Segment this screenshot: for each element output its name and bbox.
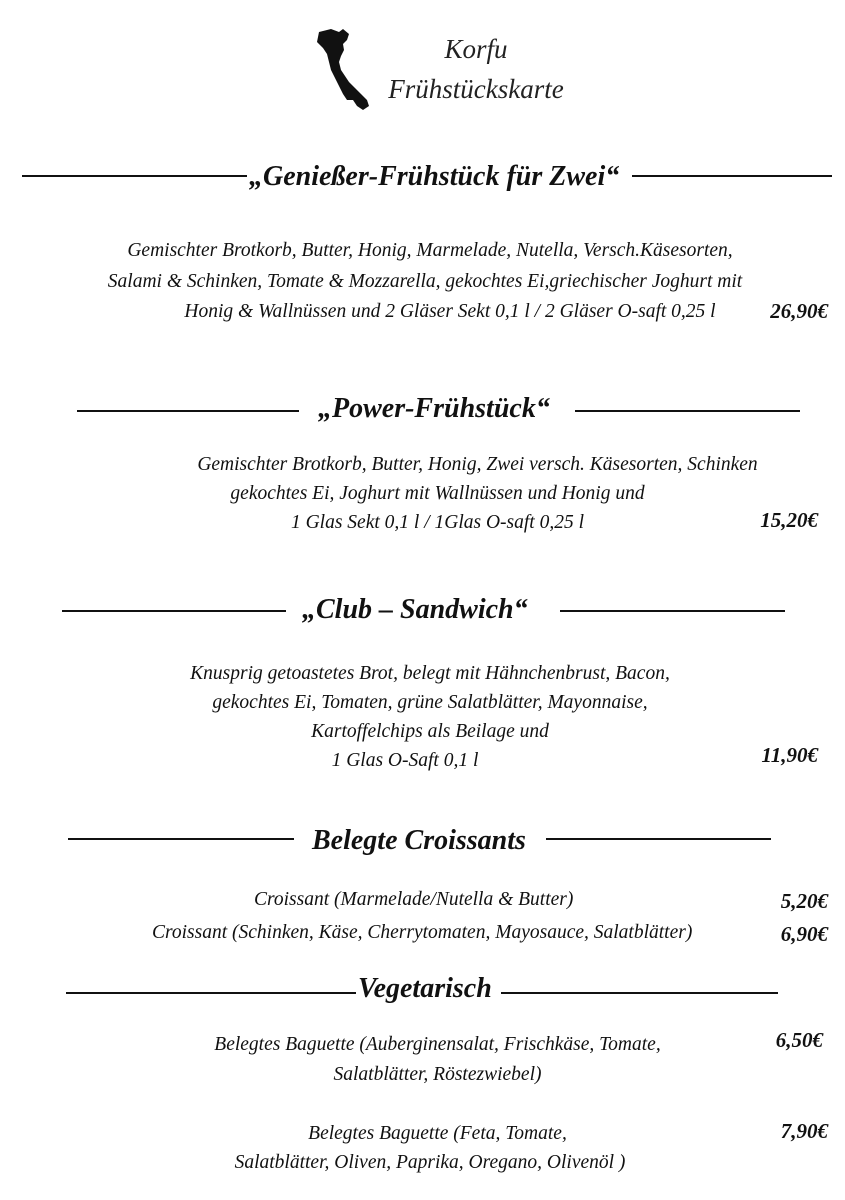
price: 6,90€	[780, 922, 828, 946]
section-title-club-sandwich: „Club – Sandwich“	[302, 594, 528, 625]
divider-line	[62, 610, 286, 612]
menu-description: Gemischter Brotkorb, Butter, Honig, Zwei versch. Käsesorten, Schinken	[197, 454, 758, 475]
menu-item-text: Croissant (Schinken, Käse, Cherrytomaten, Mayosauce, Salatblätter)	[152, 922, 693, 943]
price: 26,90€	[770, 299, 828, 323]
menu-description: gekochtes Ei, Joghurt mit Wallnüssen und Honig und	[230, 483, 645, 504]
menu-description: Gemischter Brotkorb, Butter, Honig, Marmelade, Nutella, Versch.Käsesorten,	[127, 240, 733, 261]
menu-description: 1 Glas O-Saft 0,1 l	[331, 750, 479, 771]
menu-item-text: Salatblätter, Oliven, Paprika, Oregano, Olivenöl )	[234, 1152, 626, 1173]
divider-line	[22, 175, 247, 177]
divider-line	[66, 992, 356, 994]
divider-line	[632, 175, 832, 177]
menu-item-text: Belegtes Baguette (Auberginensalat, Frischkäse, Tomate,	[214, 1034, 661, 1055]
menu-item-text: Salatblätter, Röstezwiebel)	[333, 1064, 542, 1085]
header-title-line1: Korfu	[444, 34, 508, 64]
corfu-island-logo	[313, 26, 373, 112]
divider-line	[77, 410, 299, 412]
menu-description: Salami & Schinken, Tomate & Mozzarella, gekochtes Ei,griechischer Joghurt mit	[107, 271, 743, 292]
section-title-power: „Power-Frühstück“	[318, 393, 550, 424]
menu-description: Honig & Wallnüssen und 2 Gläser Sekt 0,1 l / 2 Gläser O-saft 0,25 l	[184, 301, 716, 322]
price: 5,20€	[780, 889, 828, 913]
divider-line	[546, 838, 771, 840]
price: 7,90€	[780, 1119, 828, 1143]
menu-item-text: Croissant (Marmelade/Nutella & Butter)	[254, 889, 574, 910]
header-title-line2: Frühstückskarte	[388, 74, 564, 104]
menu-description: Kartoffelchips als Beilage und	[311, 721, 549, 742]
price: 6,50€	[775, 1028, 823, 1052]
divider-line	[575, 410, 800, 412]
menu-item-text: Belegtes Baguette (Feta, Tomate,	[308, 1123, 567, 1144]
price: 15,20€	[760, 508, 818, 532]
price: 11,90€	[761, 743, 818, 767]
divider-line	[560, 610, 785, 612]
section-title-croissants: Belegte Croissants	[312, 825, 526, 856]
divider-line	[68, 838, 294, 840]
section-title-geniesser: „Genießer-Frühstück für Zwei“	[249, 161, 620, 192]
menu-description: gekochtes Ei, Tomaten, grüne Salatblätter, Mayonnaise,	[212, 692, 648, 713]
menu-description: 1 Glas Sekt 0,1 l / 1Glas O-saft 0,25 l	[290, 512, 585, 533]
section-title-vegetarisch: Vegetarisch	[358, 973, 492, 1004]
menu-description: Knusprig getoastetes Brot, belegt mit Hähnchenbrust, Bacon,	[190, 663, 670, 684]
divider-line	[501, 992, 778, 994]
